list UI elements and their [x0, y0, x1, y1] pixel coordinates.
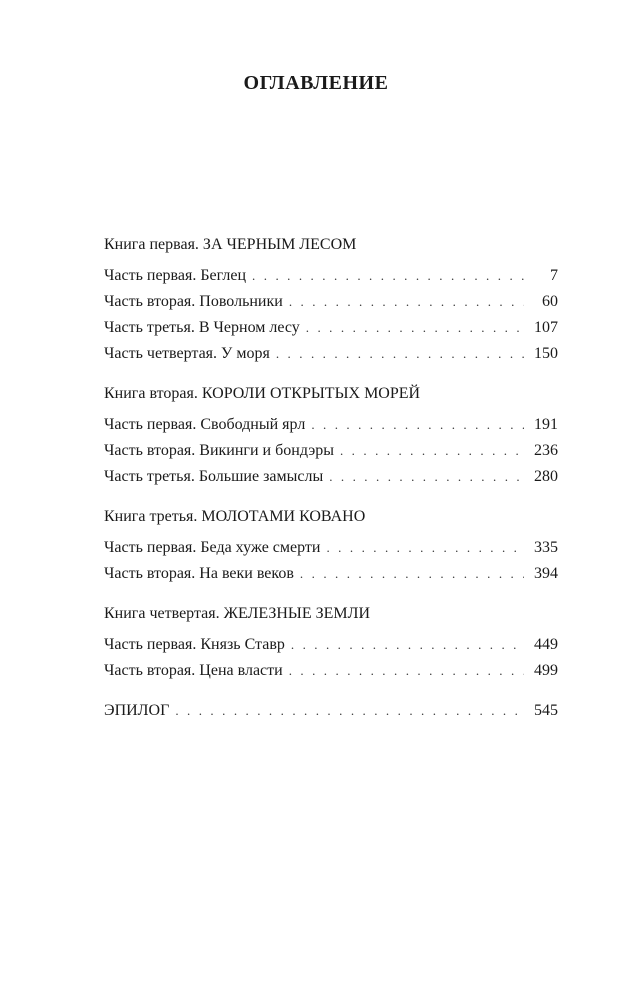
entry-page: 280	[534, 468, 558, 485]
dot-leader	[340, 438, 524, 464]
entry-label: Часть первая. Свободный ярл	[104, 416, 306, 433]
book-2	[104, 381, 558, 490]
entry-label: Часть вторая. Цена власти	[104, 662, 283, 679]
dot-leader	[311, 412, 524, 438]
book-1	[104, 232, 558, 367]
entry-page: 545	[534, 702, 558, 719]
entry-label: Часть третья. Большие замыслы	[104, 468, 324, 485]
book-title: Книга первая. ЗА ЧЕРНЫМ ЛЕСОМ	[104, 236, 357, 253]
toc-entry	[104, 263, 558, 289]
toc-entry	[104, 412, 558, 438]
dot-leader	[291, 632, 524, 658]
toc-entry	[104, 341, 558, 367]
entry-page: 60	[542, 293, 558, 310]
toc-entry	[104, 438, 558, 464]
entry-page: 394	[534, 565, 558, 582]
toc-entry	[104, 464, 558, 490]
toc-entry	[104, 289, 558, 315]
dot-leader	[329, 464, 524, 490]
page-title: ОГЛАВЛЕНИЕ	[243, 72, 389, 94]
toc-entry	[104, 561, 558, 587]
book-4	[104, 601, 558, 684]
toc-entry	[104, 658, 558, 684]
entry-label: Часть третья. В Черном лесу	[104, 319, 300, 336]
toc-entry	[104, 315, 558, 341]
book-title: Книга четвертая. ЖЕЛЕЗНЫЕ ЗЕМЛИ	[104, 605, 371, 622]
entry-page: 191	[534, 416, 558, 433]
dot-leader	[306, 315, 524, 341]
entry-page: 335	[534, 539, 558, 556]
entry-label: Часть первая. Князь Ставр	[104, 636, 285, 653]
entry-page: 236	[534, 442, 558, 459]
entry-label: Часть вторая. Викинги и бондэры	[104, 442, 334, 459]
entry-page: 150	[534, 345, 558, 362]
entry-label: Часть первая. Беглец	[104, 267, 247, 284]
entry-label: Часть четвертая. У моря	[104, 345, 270, 362]
dot-leader	[289, 658, 524, 684]
dot-leader	[276, 341, 524, 367]
table-of-contents	[104, 232, 558, 724]
entry-page: 449	[534, 636, 558, 653]
toc-entry	[104, 535, 558, 561]
entry-label: ЭПИЛОГ	[104, 702, 170, 719]
book-3	[104, 504, 558, 587]
dot-leader	[326, 535, 524, 561]
entry-label: Часть вторая. Повольники	[104, 293, 283, 310]
dot-leader	[289, 289, 524, 315]
book-title: Книга третья. МОЛОТАМИ КОВАНО	[104, 508, 366, 525]
entry-label: Часть первая. Беда хуже смерти	[104, 539, 321, 556]
entry-page: 499	[534, 662, 558, 679]
dot-leader	[175, 698, 524, 724]
entry-page: 107	[534, 319, 558, 336]
toc-entry	[104, 632, 558, 658]
dot-leader	[252, 263, 524, 289]
dot-leader	[300, 561, 524, 587]
entry-page: 7	[550, 267, 558, 284]
toc-entry-epilogue	[104, 698, 558, 724]
book-title: Книга вторая. КОРОЛИ ОТКРЫТЫХ МОРЕЙ	[104, 385, 421, 402]
entry-label: Часть вторая. На веки веков	[104, 565, 294, 582]
